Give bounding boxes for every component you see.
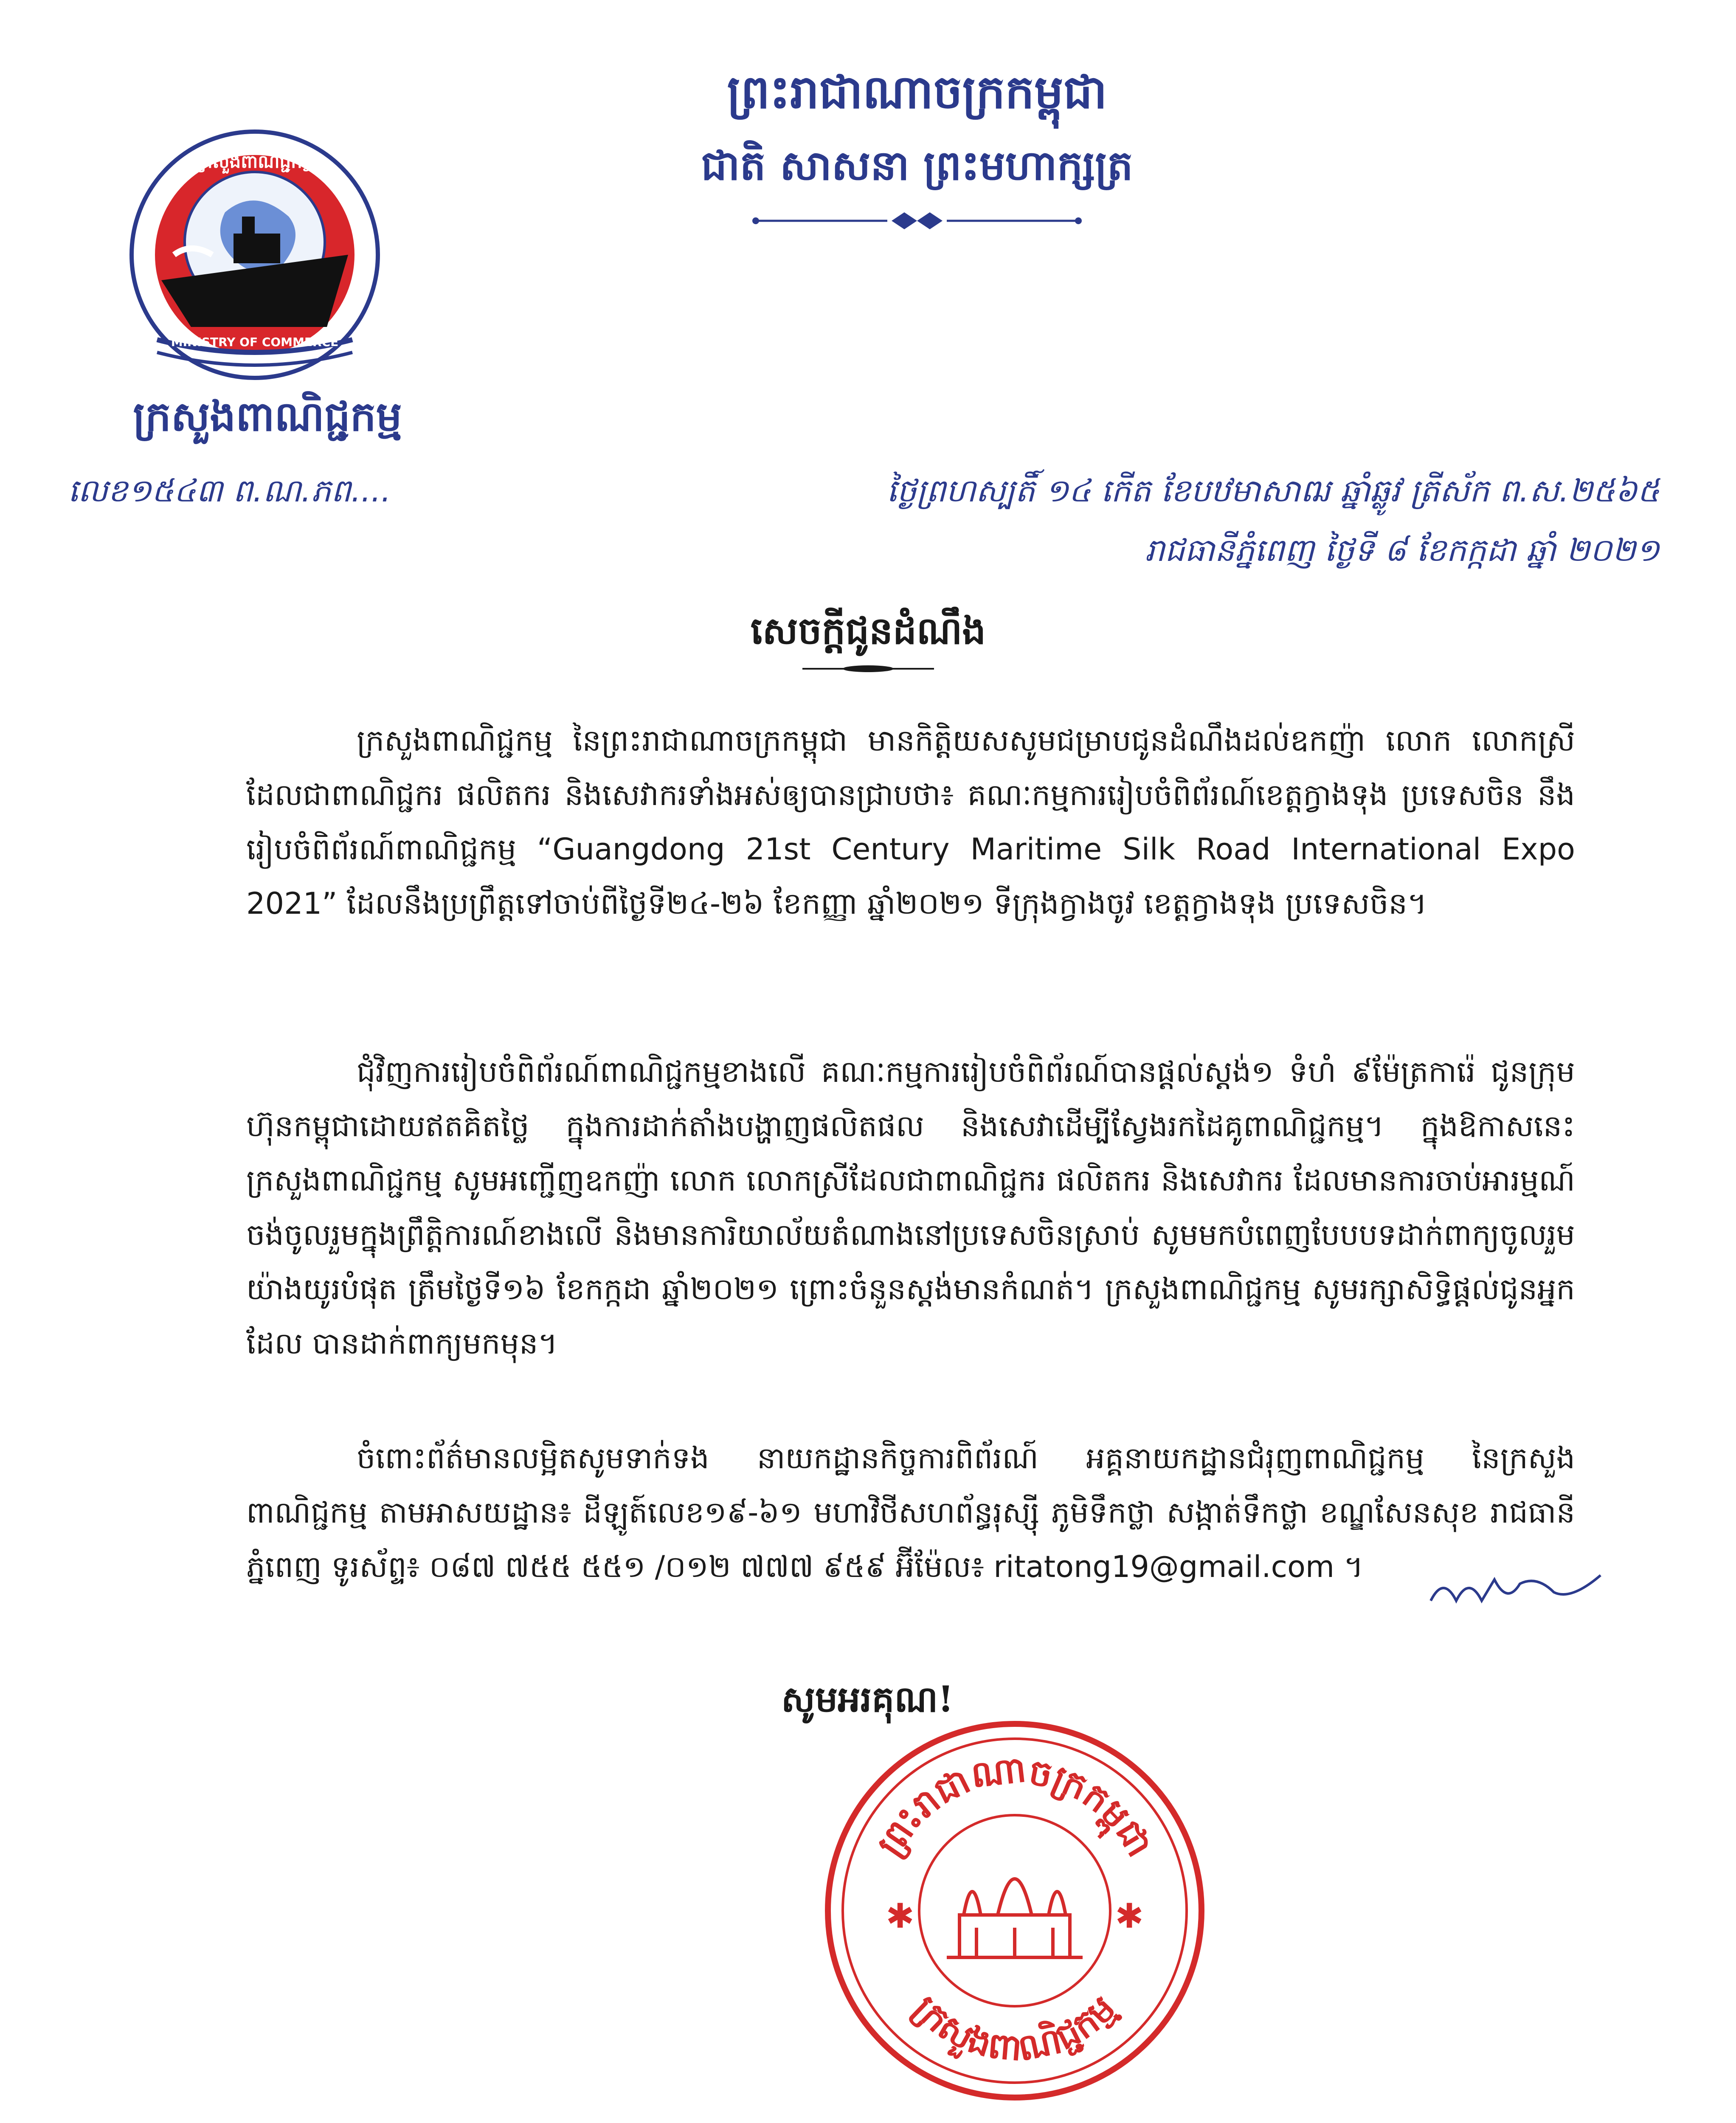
ministry-name: ក្រសួងពាណិជ្ជកម្ម [133,392,402,440]
closing-thanks: សូមអរគុណ! [781,1678,954,1720]
svg-text:✱: ✱ [1115,1896,1144,1936]
svg-text:✱: ✱ [886,1896,914,1936]
body-paragraph-3: ចំពោះព័ត៌មានលម្អិតសូមទាក់ទង នាយកដ្ឋានកិច្ចការពិព័រណ៍ អគ្គនាយកដ្ឋានជំរុញពាណិជ្ជកម្ម នៃក្រសួងពាណិជ្ជកម្ម តាមអាសយដ្ឋាន៖ ដីឡូត៍លេខ១៩-៦១ មហាវិថីសហព័ន្ធរុស្ស៊ី ភូមិទឹកថ្លា សង្កាត់ទឹកថ្លា ខណ្ឌសែនសុខ រាជធានីភ្នំពេញ ទូរស័ព្ទ៖ ០៨៧ ៧៥៥ ៥៥១ /០១២ ៧៧៧ ៩៥៩ អ៊ីម៉ែល៖ ritatong19@gmail.com ។ [246,1441,1575,1584]
notice-title: សេចក្តីជូនដំណឹង [750,608,986,653]
solar-date: រាជធានីភ្នំពេញ ថ្ងៃទី ៨ ខែកក្កដា ឆ្នាំ ២០២១ [1145,532,1660,569]
national-motto: ជាតិ សាសនា ព្រះមហាក្សត្រ [701,141,1133,189]
svg-text:ព្រះរាជាណាចក្រកម្ពុជា [868,1748,1161,1864]
title-underline-ornament [798,662,938,675]
official-seal [819,1715,1210,2106]
logo-text-bottom: MINISTRY OF COMMERCE [171,335,339,349]
body-paragraph-1: ក្រសួងពាណិជ្ជកម្ម នៃព្រះរាជាណាចក្រកម្ពុជា មានកិត្តិយសសូមជម្រាបជូនដំណឹងដល់ឧកញ៉ា លោក លោកស្រីដែលជាពាណិជ្ជករ ផលិតករ និងសេវាករទាំងអស់ឲ្យបានជ្រាបថា៖ គណៈកម្មការរៀបចំពិព័រណ៍ខេត្តក្វាងទុង ប្រទេសចិន នឹងរៀបចំពិព័រណ៍ពាណិជ្ជកម្ម “Guangdong 21st Century Maritime Silk Road International Expo 2021” ដែលនឹងប្រព្រឹត្តទៅចាប់ពីថ្ងៃទី២៤-២៦ ខែកញ្ញា ឆ្នាំ២០២១ ទីក្រុងក្វាងចូវ ខេត្តក្វាងទុង ប្រទេសចិន។ [246,723,1575,921]
header-ornament [747,208,1087,234]
seal-bottom-text: ក្រសួងពាណិជ្ជកម្ម [905,1986,1124,2070]
logo-text-top: ក្រសួងពាណិជ្ជកម្ម [196,151,314,172]
seal-top-text: ព្រះរាជាណាចក្រកម្ពុជា [868,1748,1162,1864]
kingdom-title: ព្រះរាជាណាចក្រកម្ពុជា [727,65,1107,119]
lunar-date: ថ្ងៃព្រហស្បតិ៍ ១៤ កើត ខែបឋមាសាឍ ឆ្នាំឆ្លូវ ត្រីស័ក ព.ស.២៥៦៥ [886,473,1660,509]
ministry-logo [127,127,382,382]
body-paragraph-2: ជុំវិញការរៀបចំពិព័រណ៍ពាណិជ្ជកម្មខាងលើ គណៈកម្មការរៀបចំពិព័រណ៍បានផ្តល់ស្តង់១ ទំហំ ៩ម៉ែត្រការ៉េ ជូនក្រុមហ៊ុនកម្ពុជាដោយឥតគិតថ្លៃ ក្នុងការដាក់តាំងបង្ហាញផលិតផល និងសេវាដើម្បីស្វែងរកដៃគូពាណិជ្ជកម្ម។ ក្នុងឱកាសនេះ ក្រសួងពាណិជ្ជកម្ម សូមអញ្ជើញឧកញ៉ា លោក លោកស្រីដែលជាពាណិជ្ជករ ផលិតករ និងសេវាករ ដែលមានការចាប់អារម្មណ៍ចង់ចូលរួមក្នុងព្រឹត្តិការណ៍ខាងលើ និងមានការិយាល័យតំណាងនៅប្រទេសចិនស្រាប់ សូមមកបំពេញបែបបទដាក់ពាក្យចូលរួមយ៉ាងយូរបំផុត ត្រឹមថ្ងៃទី១៦ ខែកក្កដា ឆ្នាំ២០២១ ព្រោះចំនួនស្តង់មានកំណត់។ ក្រសួងពាណិជ្ជកម្ម សូមរក្សាសិទ្ធិផ្តល់ជូនអ្នកដែល បានដាក់ពាក្យមកមុន។ [246,1054,1575,1361]
svg-text:ក្រសួងពាណិជ្ជកម្ម [905,1987,1124,2069]
reference-number: លេខ១៥៤៣ ព.ណ.ភព.... [68,473,391,509]
initials-signature [1427,1567,1605,1618]
